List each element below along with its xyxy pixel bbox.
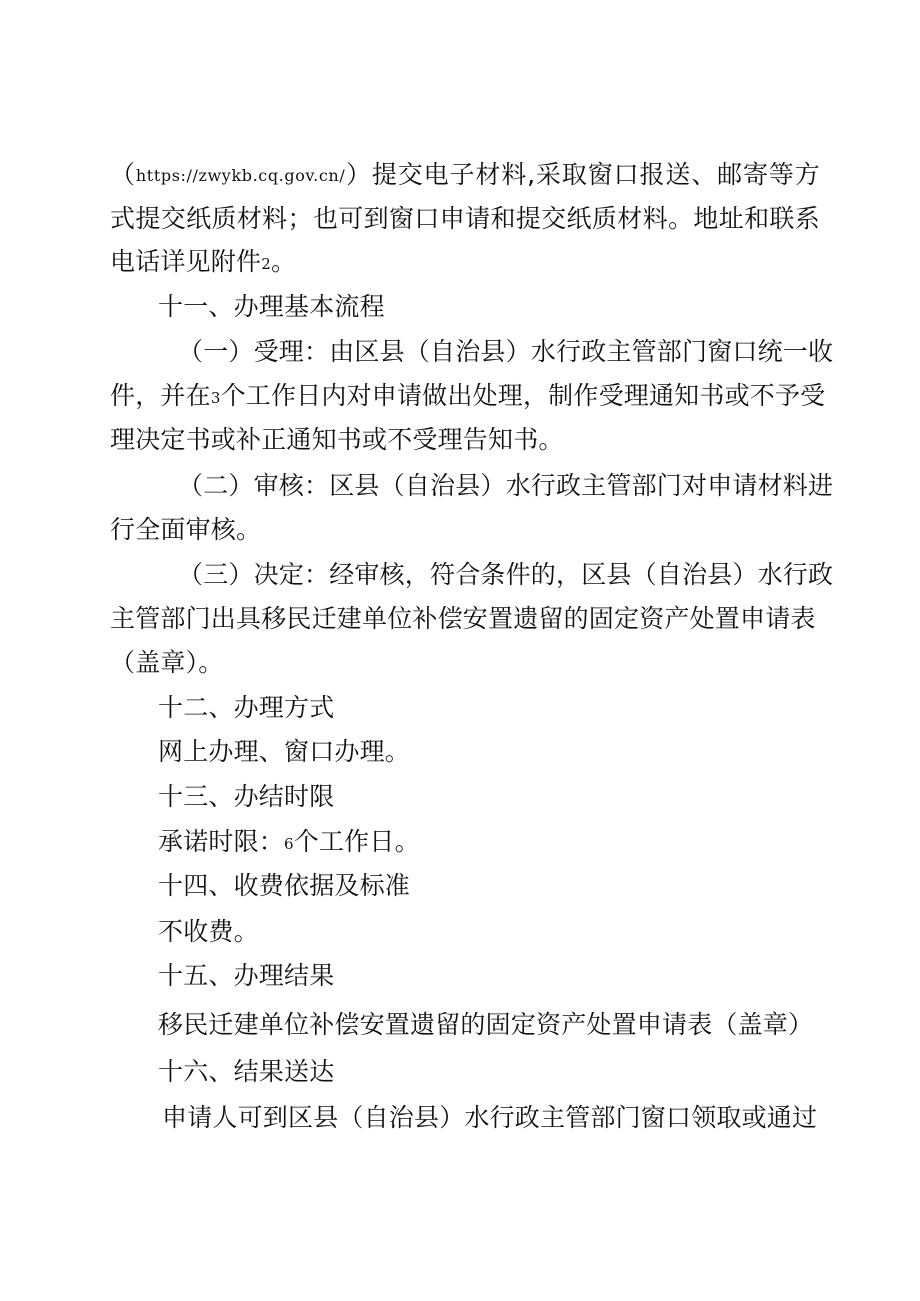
open-paren: （ xyxy=(110,160,136,189)
section-15-body: 移民迁建单位补偿安置遗留的固定资产处置申请表（盖章） xyxy=(158,1010,814,1039)
intro-line-3 xyxy=(110,240,820,286)
section-14-body: 不收费。 xyxy=(158,917,259,946)
intro-line-3-text-a: 电话详见附件 xyxy=(110,247,262,276)
section-15-heading: 十五、办理结果 xyxy=(158,961,335,990)
item-1-line-2-text-b: 个工作日内对申请做出处理，制作受理通知书或不予受 xyxy=(220,381,826,410)
section-11-item-1-line-1: （一）受理：由区县（自治县）水行政主管部门窗口统一收 xyxy=(178,337,834,366)
section-16-heading: 十六、结果送达 xyxy=(158,1057,335,1086)
section-12-body: 网上办理、窗口办理。 xyxy=(158,737,411,766)
attachment-number: 2 xyxy=(261,255,271,273)
section-11-heading: 十一、办理基本流程 xyxy=(158,292,385,321)
service-url[interactable]: https://zwykb.cq.gov.cn/ xyxy=(135,166,346,185)
section-11-item-1-line-2 xyxy=(110,374,826,420)
section-12-heading: 十二、办理方式 xyxy=(158,693,335,722)
section-13-body-b: 个工作日。 xyxy=(293,827,420,856)
section-11-item-2-line-1: （二）审核：区县（自治县）水行政主管部门对申请材料进 xyxy=(178,471,834,500)
section-14-heading: 十四、收费依据及标准 xyxy=(158,871,411,900)
intro-line-3-text-b: 。 xyxy=(270,247,297,276)
section-11-item-1-line-3: 理决定书或补正通知书或不受理告知书。 xyxy=(110,425,564,454)
section-13-body-a: 承诺时限： xyxy=(158,827,285,856)
intro-line-1 xyxy=(110,153,820,198)
section-11-item-3-line-3: （盖章）。 xyxy=(110,648,224,677)
section-11-item-3-line-2: 主管部门出具移民迁建单位补偿安置遗留的固定资产处置申请表 xyxy=(110,604,816,633)
section-11-item-2-line-2: 行全面审核。 xyxy=(110,515,262,544)
workday-count: 3 xyxy=(210,389,221,407)
item-1-line-2-text-a: 件，并在 xyxy=(110,381,211,410)
promised-days: 6 xyxy=(284,835,294,853)
section-13-heading: 十三、办结时限 xyxy=(158,782,335,811)
section-13-body xyxy=(158,820,868,866)
intro-line-2: 式提交纸质材料；也可到窗口申请和提交纸质材料。地址和联系 xyxy=(110,204,820,233)
section-11-item-3-line-1: （三）决定：经审核，符合条件的，区县（自治县）水行政 xyxy=(178,560,834,589)
section-16-body: 申请人可到区县（自治县）水行政主管部门窗口领取或通过 xyxy=(162,1103,818,1132)
intro-line-1-text: ）提交电子材料,采取窗口报送、邮寄等方 xyxy=(345,160,821,189)
